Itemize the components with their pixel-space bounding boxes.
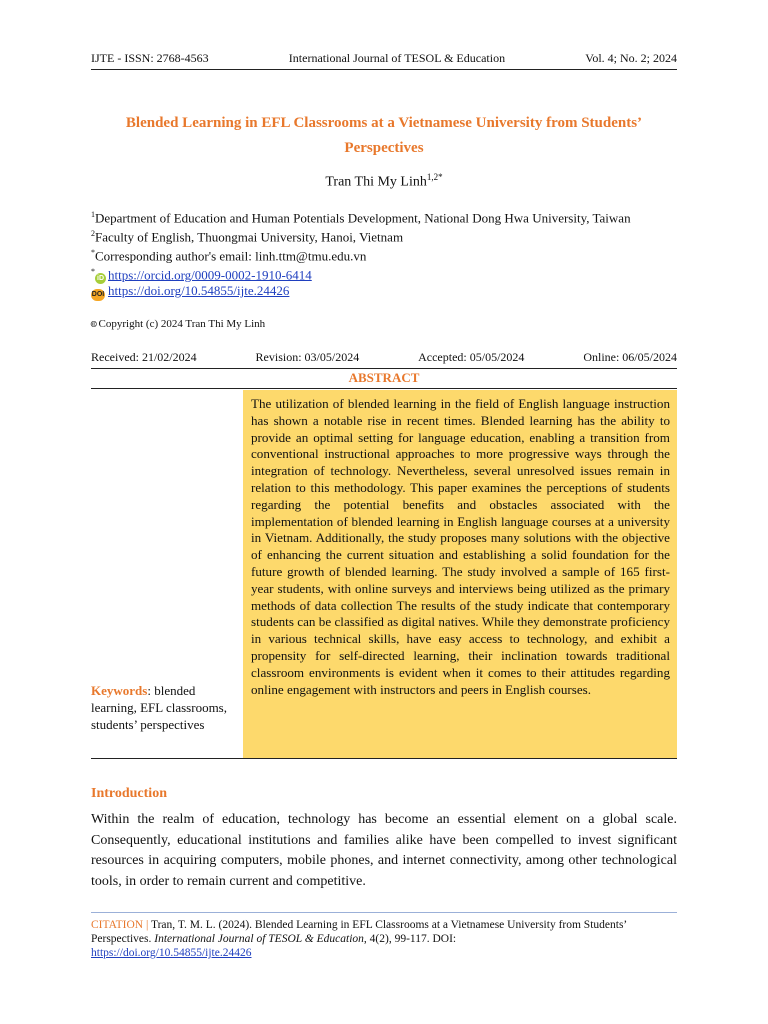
title-line-2: Perspectives (344, 140, 424, 156)
header-volume: Vol. 4; No. 2; 2024 (585, 51, 677, 65)
doi-icon: DOI (91, 289, 105, 301)
date-online: Online: 06/05/2024 (583, 350, 677, 364)
paper-title (91, 111, 677, 161)
introduction-heading: Introduction (91, 786, 167, 801)
author-sup: 1,2* (426, 172, 443, 182)
title-line-1: Blended Learning in EFL Classrooms at a Vietnamese University from Students’ (125, 115, 643, 131)
copyright-line: 🅭 Copyright (c) 2024 Tran Thi My Linh (91, 318, 266, 330)
author-name: Tran Thi My Linh (325, 174, 427, 190)
header-journal: International Journal of TESOL & Education (288, 51, 506, 65)
citation-doi-link[interactable]: https://doi.org/10.54855/ijte.24426 (91, 947, 252, 959)
keywords (91, 682, 231, 733)
citation-label: CITATION (91, 919, 144, 931)
paper-page (91, 0, 677, 1024)
abstract-heading: ABSTRACT (91, 370, 677, 389)
author-line (91, 172, 677, 191)
introduction-paragraph: Within the realm of education, technology has become an essential element on a global scale. Consequently, educational institutions and families alike have been compelled to invest significant resources in acquiring computers, mobile phones, and internet connectivity, among other technological tools, in order to remain current and competitive. (91, 812, 677, 889)
affiliation-1: $^1$Department of Education and Human Potentials Development, National Dong Hwa University, Taiwan (91, 210, 631, 226)
date-revision: Revision: 03/05/2024 (255, 350, 360, 364)
citation-block (91, 918, 677, 960)
footer-rule (91, 912, 677, 913)
dates-row (91, 350, 677, 369)
abstract-text: The utilization of blended learning in the field of English language instruction has shown a notable rise in recent times. Blended learning has the ability to provide an optimal setting for language education, enabling a transition from conventional instructional approaches to more progressive ways through the integration of technology. Nevertheless, several unresolved issues remain in relation to this methodology. This paper examines the perceptions of students regarding the potential benefits and obstacles associated with the implementation of blended learning in English language courses at a university in Vietnam. Additionally, the study proposes many solutions with the objective of enhancing the current situation and establishing a solid foundation for the future growth of blended learning. The study involved a sample of 165 first-year students, with online surveys and interviews being utilized as the primary methods of data collection The results of the study indicate that contemporary students can be classified as digital natives. While they demonstrate proficiency in various technical skills, have easy access to technology, and exhibit a propensity for self-directed learning, their inclination towards traditional classroom environments is evident when it comes to their attitudes regarding online engagement with instructors and peers in English courses. (243, 390, 677, 758)
doi-line (91, 282, 289, 301)
citation-journal: International Journal of TESOL & Education (154, 933, 364, 945)
date-accepted: Accepted: 05/05/2024 (418, 350, 525, 364)
citation-text-after: , 4(2), 99-117. DOI: (363, 933, 457, 945)
affiliation-2: $^2$Faculty of English, Thuongmai University, Hanoi, Vietnam (91, 229, 404, 245)
keywords-text: : blended learning, EFL classrooms, students’ perspectives (91, 683, 227, 732)
keywords-label: Keywords (91, 683, 148, 698)
corresponding-email: *Corresponding author's email: linh.ttm@tmu.edu.vn (91, 248, 367, 264)
abstract-bottom-rule (91, 758, 677, 759)
doi-link[interactable]: https://doi.org/10.54855/ijte.24426 (108, 283, 290, 298)
header-issn: IJTE - ISSN: 2768-4563 (91, 51, 209, 65)
running-header (91, 51, 677, 70)
orcid-line: *iD https://orcid.org/0009-0002-1910-6414 (91, 267, 312, 283)
citation-text-before: Tran, T. M. L. (2024). Blended Learning in EFL Classrooms at a Vietnamese University from Students’ Perspectives. (91, 919, 627, 945)
citation-separator: | (143, 919, 151, 931)
orcid-link[interactable]: https://orcid.org/0009-0002-1910-6414 (108, 267, 312, 283)
date-received: Received: 21/02/2024 (91, 350, 197, 364)
creative-commons-icon: 🅭 (91, 319, 97, 329)
orcid-icon: iD (97, 275, 104, 283)
